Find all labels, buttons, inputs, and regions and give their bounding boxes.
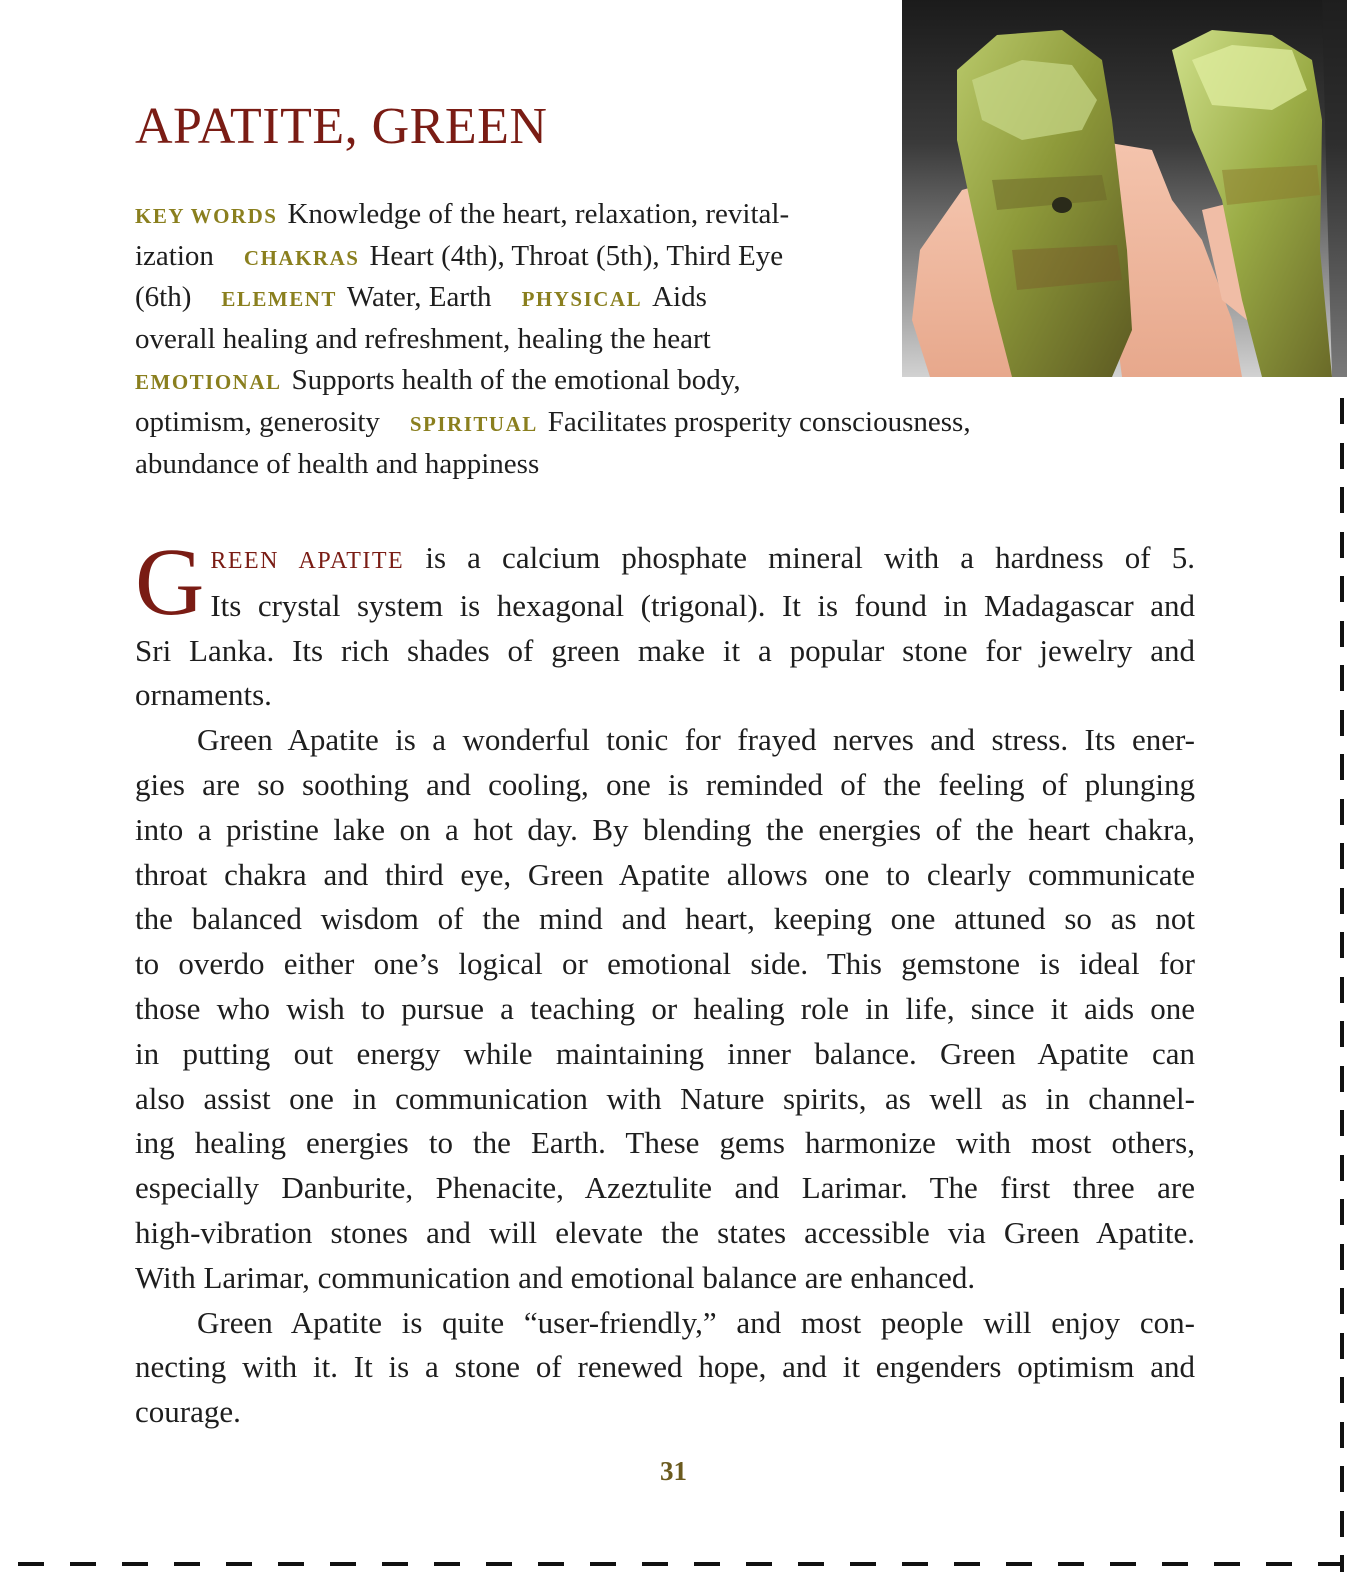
- crop-mark: [1340, 576, 1344, 602]
- crop-mark: [1340, 710, 1344, 736]
- spiritual-label: SPIRITUAL: [409, 411, 538, 436]
- stone-properties: [135, 194, 971, 485]
- paragraph-line: the balanced wisdom of the mind and heart, keeping one attuned so as not: [135, 901, 1195, 937]
- paragraph-line: necting with it. It is a stone of renewed hope, and it engenders optimism and: [135, 1349, 1195, 1385]
- crop-mark: [382, 1562, 408, 1566]
- drop-cap: G: [135, 528, 205, 635]
- crop-mark: [1340, 1333, 1344, 1359]
- crop-mark: [278, 1562, 304, 1566]
- crop-mark: [1340, 1422, 1344, 1448]
- crop-mark: [1340, 1511, 1344, 1537]
- crop-mark: [1340, 1466, 1344, 1492]
- paragraph-line: ing healing energies to the Earth. These gems harmonize with most others,: [135, 1125, 1195, 1161]
- crop-mark: [1340, 1155, 1344, 1181]
- crop-mark: [1058, 1562, 1084, 1566]
- emotional-text-cont: optimism, generosity: [135, 405, 380, 438]
- crop-mark: [1340, 754, 1344, 780]
- emotional-text: Supports health of the emotional body,: [291, 364, 741, 397]
- properties-line-3: [135, 277, 971, 319]
- crop-mark: [18, 1562, 44, 1566]
- paragraph-line: also assist one in communication with Nature spirits, as well as in channel-: [135, 1080, 1195, 1116]
- crop-mark: [746, 1562, 772, 1566]
- crop-mark: [1214, 1562, 1240, 1566]
- properties-line-2: [135, 236, 971, 278]
- emotional-label: EMOTIONAL: [135, 370, 282, 395]
- crop-mark: [1006, 1562, 1032, 1566]
- crop-mark: [798, 1562, 824, 1566]
- crop-mark: [1340, 1021, 1344, 1047]
- chakras-text: Heart (4th), Throat (5th), Third Eye: [369, 239, 784, 272]
- crop-mark: [226, 1562, 252, 1566]
- key-words-label: KEY WORDS: [135, 204, 278, 228]
- paragraph-line: ornaments.: [135, 677, 272, 713]
- crop-mark: [642, 1562, 668, 1566]
- spiritual-text-cont: abundance of health and happiness: [135, 447, 540, 480]
- element-text: Water, Earth: [346, 281, 492, 314]
- crop-marks-bottom: [0, 1562, 1347, 1572]
- chakras-label: CHAKRAS: [243, 245, 360, 270]
- physical-label: PHYSICAL: [521, 287, 643, 312]
- properties-line-6: [135, 402, 971, 444]
- paragraph-line: Its crystal system is hexagonal (trigonal). It is found in Madagascar and: [210, 587, 1195, 623]
- paragraph-line: those who wish to pursue a teaching or healing role in life, since it aids one: [135, 990, 1195, 1026]
- lead-small-caps: REEN APATITE: [210, 548, 405, 574]
- crop-mark: [1340, 443, 1344, 469]
- physical-text-cont: overall healing and refreshment, healing the heart: [135, 322, 711, 355]
- crop-mark: [1266, 1562, 1292, 1566]
- paragraph-line: courage.: [135, 1394, 241, 1430]
- paragraph-line: [135, 536, 1195, 584]
- crop-mark: [590, 1562, 616, 1566]
- crop-mark: [694, 1562, 720, 1566]
- paragraph-line: [135, 718, 1195, 763]
- crop-mark: [330, 1562, 356, 1566]
- crop-mark: [1340, 1066, 1344, 1092]
- p3-line-1: Green Apatite is quite “user-friendly,” and most people will enjoy con-: [197, 1304, 1195, 1340]
- crop-mark: [1340, 1288, 1344, 1314]
- crop-mark: [1340, 1244, 1344, 1270]
- crop-mark: [538, 1562, 564, 1566]
- crop-mark: [174, 1562, 200, 1566]
- crop-mark: [1162, 1562, 1188, 1566]
- crop-mark: [1340, 398, 1344, 424]
- crop-mark: [1340, 487, 1344, 513]
- paragraph-line: to overdo either one’s logical or emotional side. This gemstone is ideal for: [135, 946, 1195, 982]
- p1-line-1: is a calcium phosphate mineral with a hardness of 5.: [404, 540, 1195, 575]
- description-body: [135, 528, 1195, 1435]
- properties-line-5: [135, 360, 971, 402]
- page-number: 31: [660, 1456, 687, 1486]
- chakras-text-cont: (6th): [135, 281, 192, 314]
- paragraph-line: into a pristine lake on a hot day. By blending the energies of the heart chakra,: [135, 811, 1195, 847]
- crop-mark: [70, 1562, 96, 1566]
- crop-mark: [122, 1562, 148, 1566]
- crop-mark: [434, 1562, 460, 1566]
- crop-mark: [954, 1562, 980, 1566]
- paragraph-line: high-vibration stones and will elevate the states accessible via Green Apatite.: [135, 1214, 1195, 1250]
- paragraph-line: With Larimar, communication and emotional balance are enhanced.: [135, 1259, 976, 1295]
- key-words-text-cont: ization: [135, 239, 214, 272]
- crop-mark: [1340, 1199, 1344, 1225]
- crop-mark: [1110, 1562, 1136, 1566]
- crop-mark: [486, 1562, 512, 1566]
- properties-line-4: [135, 319, 971, 361]
- paragraph-line: in putting out energy while maintaining inner balance. Green Apatite can: [135, 1035, 1195, 1071]
- paragraph-line: [135, 1301, 1195, 1346]
- crop-mark: [1340, 1110, 1344, 1136]
- spiritual-text: Facilitates prosperity consciousness,: [547, 405, 971, 438]
- physical-text: Aids: [652, 281, 707, 314]
- p2-line-1: Green Apatite is a wonderful tonic for frayed nerves and stress. Its ener-: [197, 722, 1195, 758]
- properties-line-1: [135, 194, 971, 236]
- properties-line-7: [135, 444, 971, 486]
- page-title: APATITE, GREEN: [135, 98, 548, 155]
- crop-mark: [1340, 799, 1344, 825]
- crop-mark: [1340, 888, 1344, 914]
- element-label: ELEMENT: [221, 287, 337, 312]
- crop-mark: [1340, 932, 1344, 958]
- crop-mark: [1340, 532, 1344, 558]
- crop-marks-right: [1340, 0, 1347, 1572]
- crop-mark: [902, 1562, 928, 1566]
- crop-mark: [850, 1562, 876, 1566]
- paragraph-line: Sri Lanka. Its rich shades of green make it a popular stone for jewelry and: [135, 632, 1195, 668]
- crop-mark: [1340, 665, 1344, 691]
- crop-mark: [1340, 843, 1344, 869]
- crop-mark: [1340, 621, 1344, 647]
- key-words-text: Knowledge of the heart, relaxation, revital-: [287, 198, 790, 230]
- paragraph-line: throat chakra and third eye, Green Apatite allows one to clearly communicate: [135, 856, 1195, 892]
- paragraph-line: gies are so soothing and cooling, one is reminded of the feeling of plunging: [135, 766, 1195, 802]
- paragraph-line: especially Danburite, Phenacite, Azeztulite and Larimar. The first three are: [135, 1170, 1195, 1206]
- crop-mark: [1318, 1562, 1344, 1566]
- crop-mark: [1340, 1377, 1344, 1403]
- crop-mark: [1340, 977, 1344, 1003]
